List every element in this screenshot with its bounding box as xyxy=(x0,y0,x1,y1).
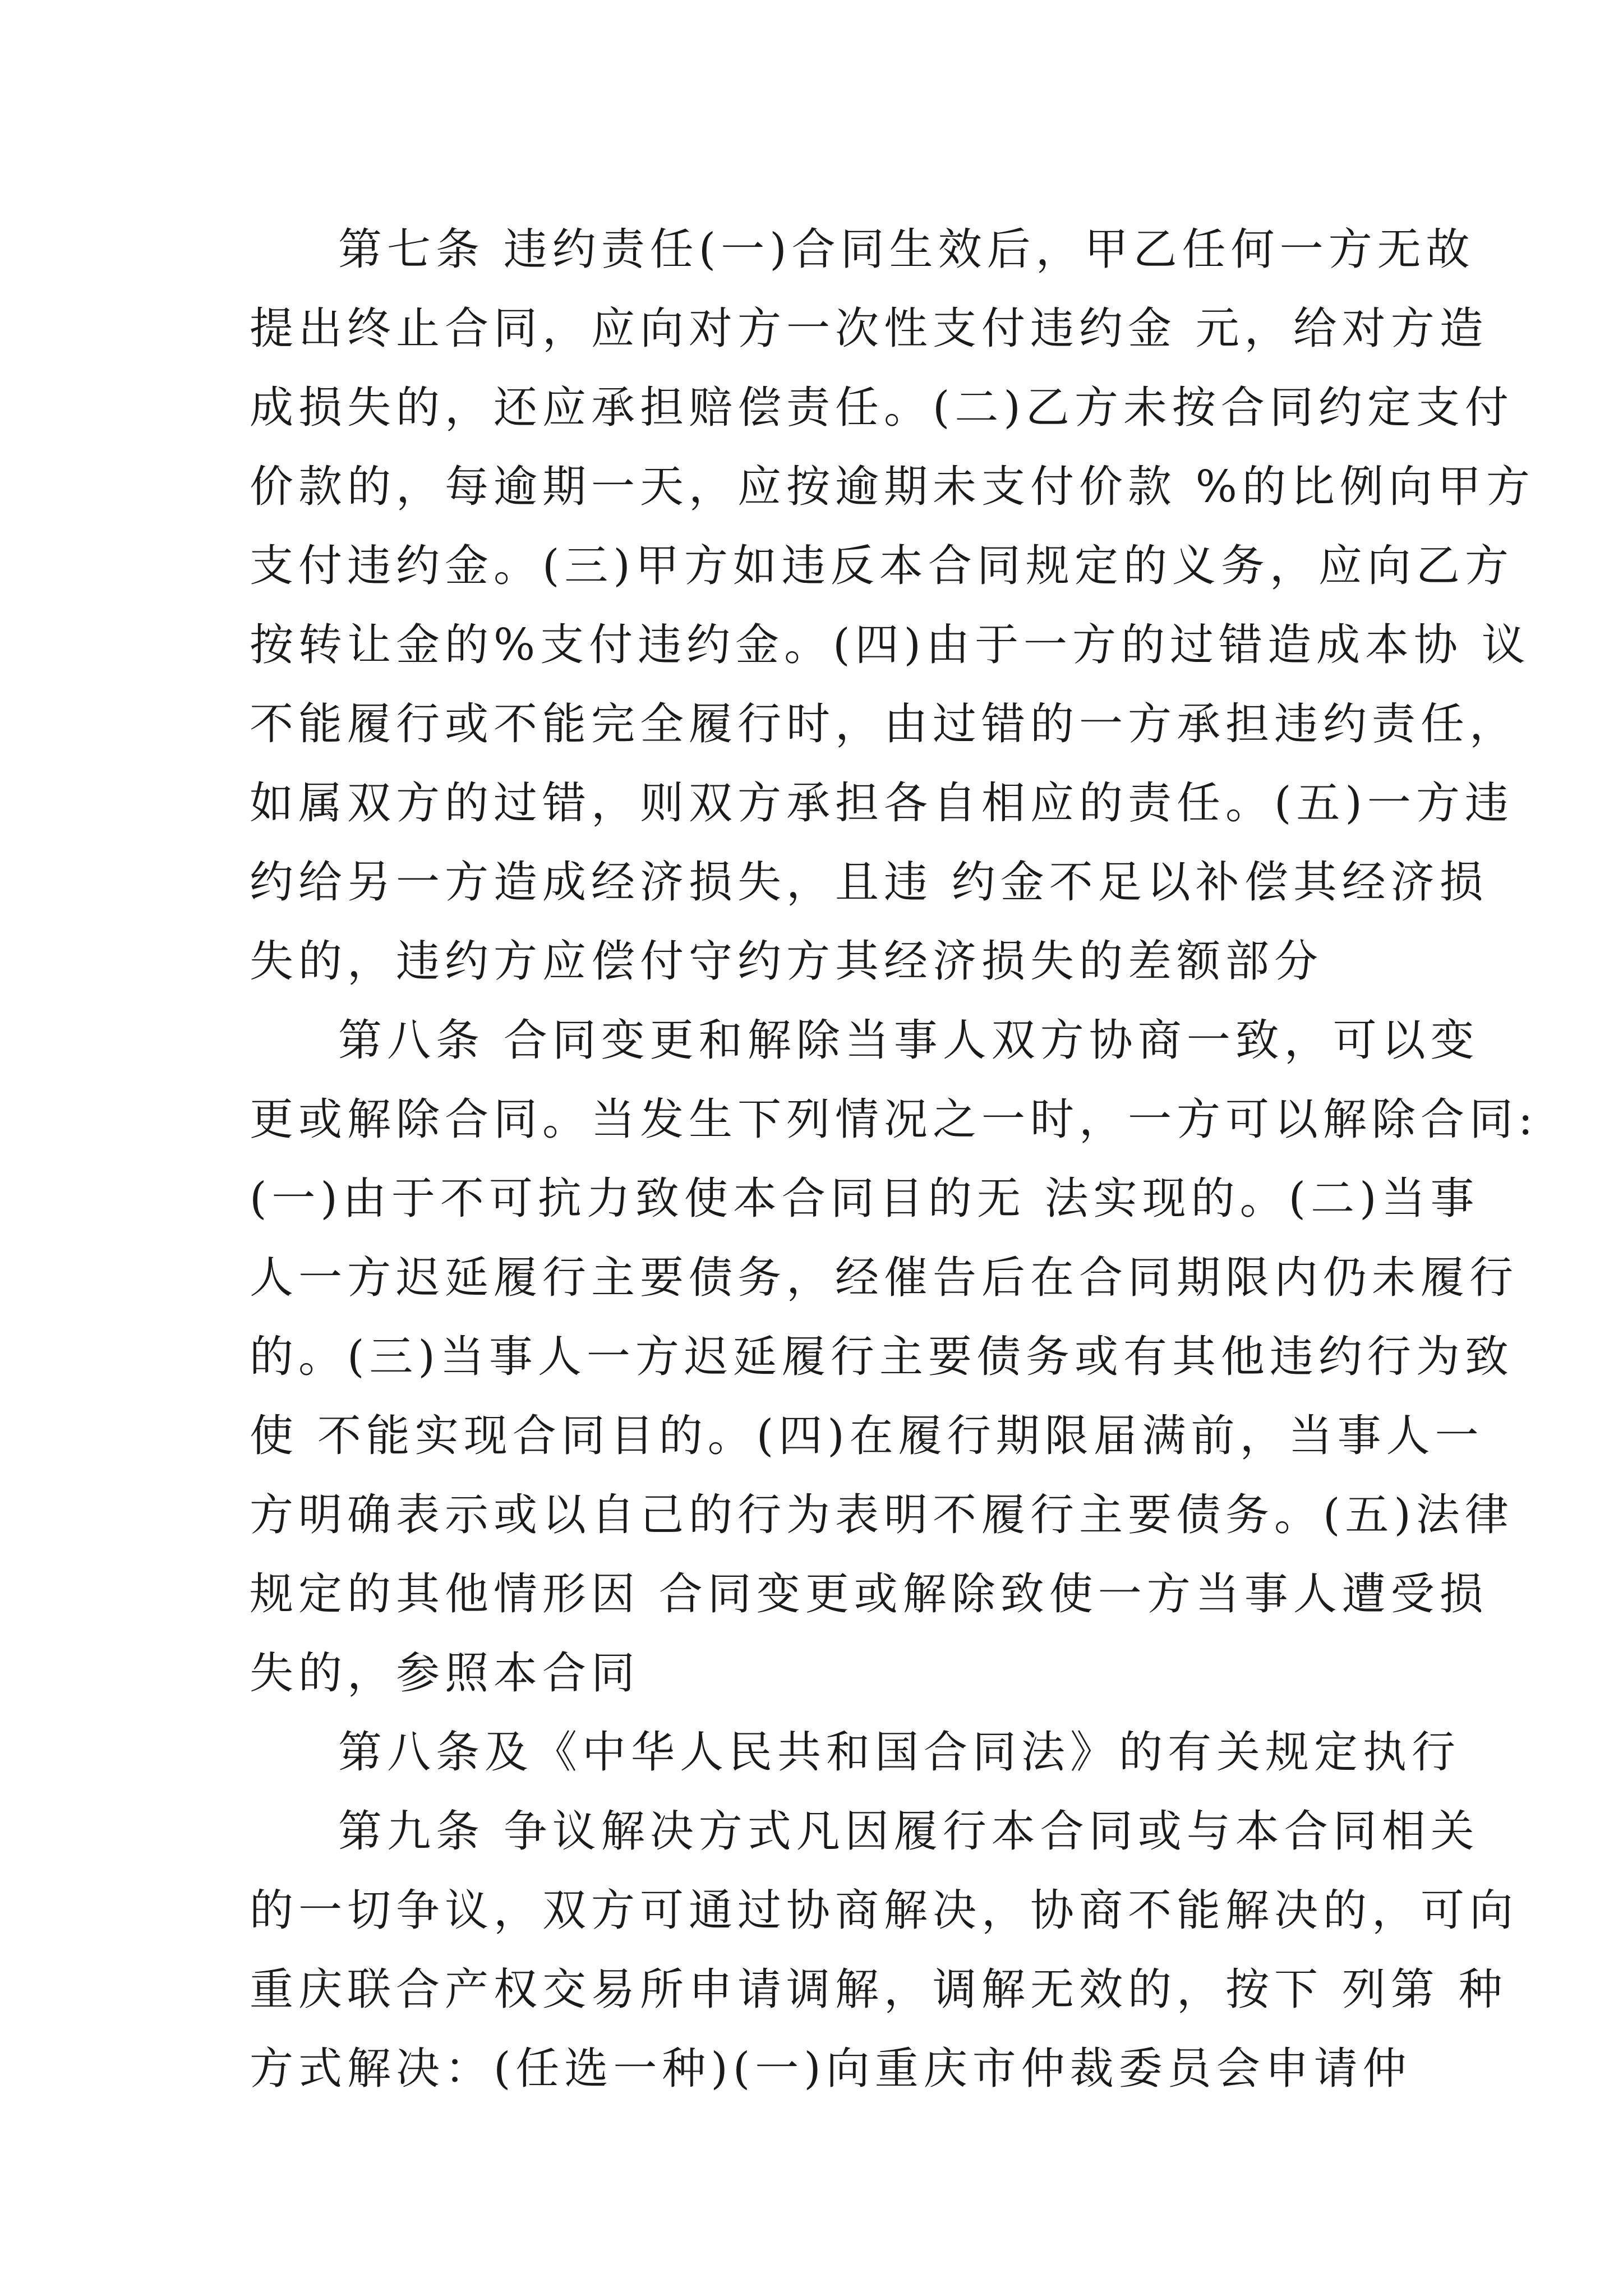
text-line: 的。(三)当事人一方迟延履行主要债务或有其他违约行为致 xyxy=(250,1332,1514,1382)
contract-text-body xyxy=(250,210,1538,2109)
text-line: 重庆联合产权交易所申请调解，调解无效的，按下 列第 种 xyxy=(250,1964,1507,2015)
text-line: 约给另一方造成经济损失，且违 约金不足以补偿其经济损 xyxy=(250,857,1488,908)
text-line: 价款的，每逾期一天，应按逾期未支付价款 %的比例向甲方 xyxy=(250,462,1535,512)
text-line: 不能履行或不能完全履行时，由过错的一方承担违约责任， xyxy=(250,699,1519,749)
text-line: 如属双方的过错，则双方承担各自相应的责任。(五)一方违 xyxy=(250,778,1514,829)
text-line: 的一切争议，双方可通过协商解决，协商不能解决的，可向 xyxy=(250,1885,1519,1936)
text-line: 人一方迟延履行主要债务，经催告后在合同期限内仍未履行 xyxy=(250,1253,1519,1303)
text-line: 规定的其他情形因 合同变更或解除致使一方当事人遭受损 xyxy=(250,1569,1488,1619)
text-line: 支付违约金。(三)甲方如违反本合同规定的义务，应向乙方 xyxy=(250,541,1514,591)
text-line: 第九条 争议解决方式凡因履行本合同或与本合同相关 xyxy=(338,1806,1479,1857)
text-line: 第七条 违约责任(一)合同生效后，甲乙任何一方无故 xyxy=(338,224,1475,275)
text-line: 按转让金的%支付违约金。(四)由于一方的过错造成本协 议 xyxy=(250,620,1530,670)
text-line: 成损失的，还应承担赔偿责任。(二)乙方未按合同约定支付 xyxy=(250,383,1514,433)
text-line: (一)由于不可抗力致使本合同目的无 法实现的。(二)当事 xyxy=(250,1174,1479,1224)
text-line: 方式解决：(任选一种)(一)向重庆市仲裁委员会申请仲 xyxy=(250,2044,1412,2094)
text-line: 提出终止合同，应向对方一次性支付违约金 元，给对方造 xyxy=(250,303,1488,354)
text-line: 失的，参照本合同 xyxy=(250,1648,640,1699)
text-line: 失的，违约方应偿付守约方其经济损失的差额部分 xyxy=(250,936,1324,987)
text-line: 第八条及《中华人民共和国合同法》的有关规定执行 xyxy=(338,1727,1461,1778)
text-line: 方明确表示或以自己的行为表明不履行主要债务。(五)法律 xyxy=(250,1490,1514,1540)
text-line: 第八条 合同变更和解除当事人双方协商一致，可以变 xyxy=(338,1015,1479,1066)
text-line: 使 不能实现合同目的。(四)在履行期限届满前，当事人一 xyxy=(250,1411,1484,1461)
text-line: 更或解除合同。当发生下列情况之一时，一方可以解除合同: xyxy=(250,1094,1538,1145)
